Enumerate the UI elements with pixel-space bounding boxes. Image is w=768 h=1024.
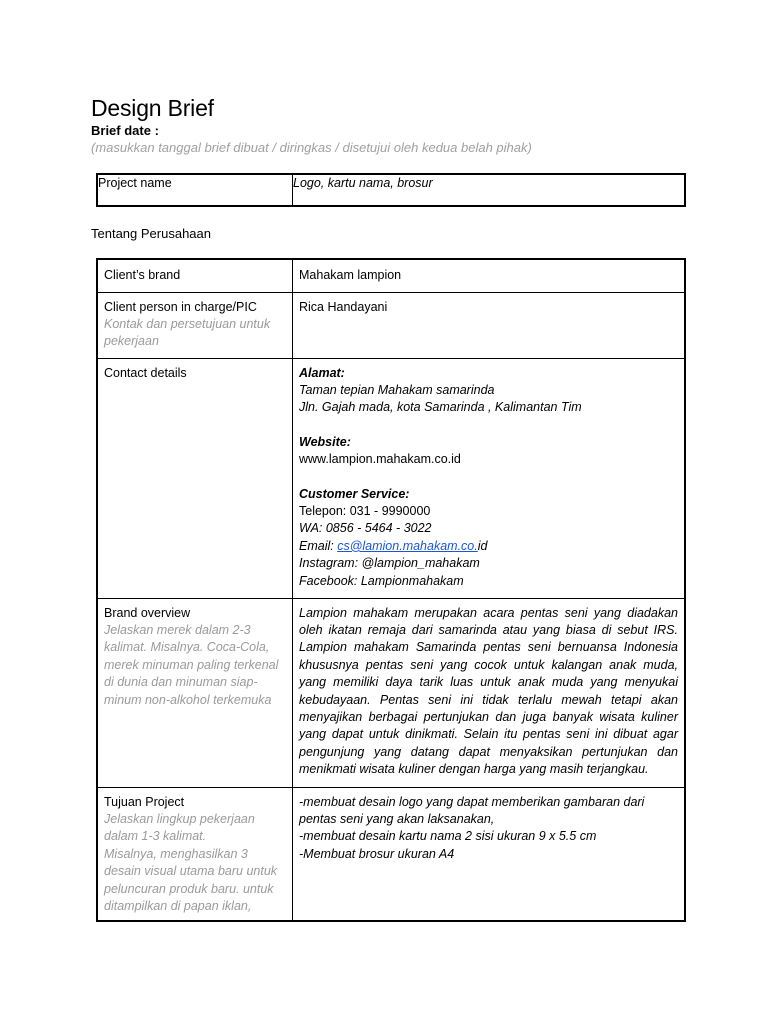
facebook-value: Facebook: Lampionmahakam (299, 573, 464, 588)
website-heading: Website: (299, 434, 351, 449)
email-prefix: Email: (299, 538, 338, 553)
client-pic-row (97, 292, 685, 358)
alamat-line-1: Taman tepian Mahakam samarinda (299, 382, 495, 397)
telepon-value: Telepon: 031 - 9990000 (299, 503, 431, 518)
contact-details-row (97, 358, 685, 598)
project-goal-hint-2: Misalnya, menghasilkan 3 desain visual utama baru untuk peluncuran produk baru. untuk ditampilkan di papan iklan, (104, 846, 278, 913)
email-suffix: id (477, 538, 488, 553)
project-goal-item-2: -membuat desain kartu nama 2 sisi ukuran 9 x 5.5 cm (299, 829, 597, 844)
project-name-label: Project name (97, 174, 293, 206)
project-name-table (96, 173, 686, 207)
client-pic-label: Client person in charge/PIC (104, 299, 257, 314)
brief-date-label: Brief date : (91, 123, 159, 138)
contact-details-label: Contact details (104, 365, 187, 380)
brand-overview-hint: Jelaskan merek dalam 2-3 kalimat. Misalnya. Coca-Cola, merek minuman paling terkenal di dunia dan minuman siap-minum non-alkohol terkemuka (104, 622, 279, 707)
project-goal-item-3: -Membuat brosur ukuran A4 (299, 846, 455, 861)
email-link[interactable]: cs@lamion.mahakam.co. (337, 538, 478, 553)
email-line (299, 538, 678, 555)
project-name-value: Logo, kartu nama, brosur (293, 174, 686, 206)
project-name-row (97, 174, 685, 206)
alamat-line-2: Jln. Gajah mada, kota Samarinda , Kalimantan Tim (299, 400, 582, 415)
client-brand-label: Client’s brand (104, 268, 181, 282)
brand-overview-label: Brand overview (104, 605, 191, 620)
client-brand-row (97, 259, 685, 292)
client-pic-hint: Kontak dan persetujuan untuk pekerjaan (104, 316, 271, 349)
company-info-table (96, 258, 686, 922)
instagram-value: Instagram: @lampion_mahakam (299, 556, 480, 571)
brand-overview-row (97, 598, 685, 787)
client-brand-value: Mahakam lampion (299, 268, 402, 282)
whatsapp-value: WA: 0856 - 5464 - 3022 (299, 521, 432, 536)
page-title: Design Brief (91, 95, 214, 121)
brand-overview-value: Lampion mahakam merupakan acara pentas seni yang diadakan oleh ikatan remaja dari samarinda atau yang biasa di sebut IRS. Lampion mahakam Samarinda pentas seni bernuansa Indonesia khususnya pentas seni yang cocok untuk kalangan anak muda, yang memiliki daya tarik luas untuk anak muda yang menyukai kebudayaan. Pentas seni ini tidak terlalu mewah tetapi akan menyajikan berbagai pertunjukan dan juga banyak wisata kuliner yang dapat untuk dinikmati. Selain itu pentas seni ini dibuat agar pengunjung yang datang dapat menyaksikan pertunjukan dan menikmati wisata kuliner dengan harga yang masih terjangkau. (299, 605, 678, 777)
client-pic-value: Rica Handayani (299, 299, 388, 314)
brief-date-hint: (masukkan tanggal brief dibuat / diringkas / disetujui oleh kedua belah pihak) (91, 140, 532, 155)
alamat-heading: Alamat: (299, 365, 345, 380)
section-heading-company: Tentang Perusahaan (91, 226, 211, 241)
project-goal-label: Tujuan Project (104, 794, 185, 809)
project-goal-item-1: -membuat desain logo yang dapat memberikan gambaran dari pentas seni yang akan laksanakan, (299, 794, 645, 826)
project-goal-hint-1: Jelaskan lingkup pekerjaan dalam 1-3 kalimat. (104, 811, 255, 844)
project-goal-row (97, 787, 685, 921)
customer-service-heading: Customer Service: (299, 486, 410, 501)
website-value: www.lampion.mahakam.co.id (299, 452, 461, 467)
